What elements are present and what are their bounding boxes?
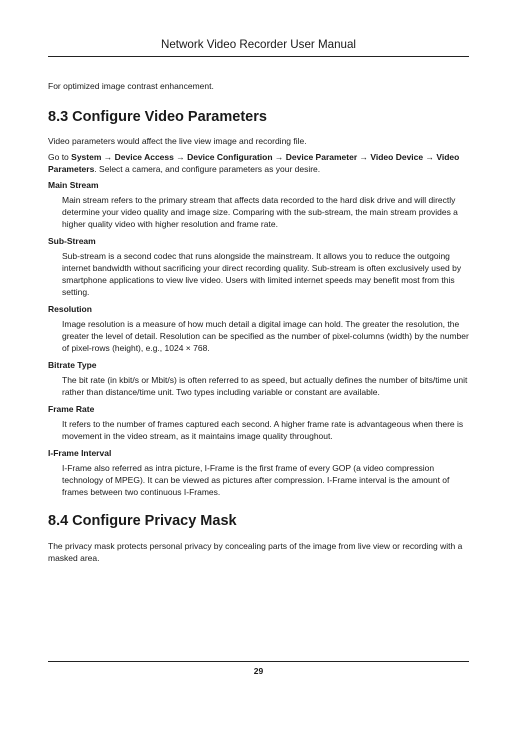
term-label: Bitrate Type — [48, 360, 97, 370]
term-i-frame-interval — [48, 447, 472, 498]
nav-menu-path: System → Device Access → Device Configuration → Device Parameter → Video Device → Video Parameters — [48, 152, 460, 174]
nav-prefix: Go to — [48, 152, 72, 162]
term-resolution — [48, 303, 472, 354]
term-definition: I-Frame also referred as intra picture, I-Frame is the first frame of every GOP (a video compression technology of MPEG). It can be viewed as pictures after compression. I-Frame interval is the amount of frames between two continuous I-Frames. — [62, 463, 450, 497]
page-content — [48, 80, 472, 564]
section-intro-privacy-mask: The privacy mask protects personal privacy by concealing parts of the image from live view or recording with a masked area. — [48, 541, 463, 563]
navigation-instruction — [48, 151, 472, 175]
term-frame-rate — [48, 403, 472, 442]
term-label: Sub-Stream — [48, 236, 96, 246]
page-number: 29 — [253, 666, 264, 676]
term-definition: Sub-stream is a second codec that runs alongside the mainstream. It allows you to reduce the outgoing internet bandwidth without sacrificing your direct recording quality. Sub-stream is often exclusively used by smartphone applications to view live video. Users with limited internet speeds may benefit most from this setting. — [62, 251, 462, 297]
nav-suffix: . Select a camera, and configure parameters as your desire. — [94, 164, 321, 174]
section-intro-video-parameters: Video parameters would affect the live view image and recording file. — [48, 136, 307, 146]
term-label: Resolution — [48, 304, 92, 314]
term-bitrate-type — [48, 359, 472, 398]
term-label: Main Stream — [48, 180, 99, 190]
term-definition: Image resolution is a measure of how much detail a digital image can hold. The greater the resolution, the greater the level of detail. Resolution can be specified as the number of pixel-columns (width) by the number of pixel-rows (height), e.g., 1024 × 768. — [62, 319, 469, 353]
header-divider — [48, 56, 469, 57]
term-label: I-Frame Interval — [48, 448, 112, 458]
term-label: Frame Rate — [48, 404, 95, 414]
term-definition: Main stream refers to the primary stream that affects data recorded to the hard disk drive and will directly determine your video quality and image size. Comparing with the sub-stream, the main stream provides a higher quality video with higher resolution and frame rate. — [62, 195, 458, 229]
section-heading-privacy-mask: 8.4 Configure Privacy Mask — [48, 513, 237, 529]
page-header-title: Network Video Recorder User Manual — [160, 38, 357, 51]
section-heading-video-parameters: 8.3 Configure Video Parameters — [48, 109, 267, 125]
intro-text: For optimized image contrast enhancement. — [48, 81, 214, 91]
footer-divider — [48, 661, 469, 662]
term-main-stream — [48, 179, 472, 230]
term-definition: It refers to the number of frames captured each second. A higher frame rate is advantageous when there is movement in the video stream, as it maintains image quality throughout. — [62, 419, 464, 441]
term-sub-stream — [48, 235, 472, 298]
term-definition: The bit rate (in kbit/s or Mbit/s) is often referred to as speed, but actually defines the number of bits/time unit rather than distance/time unit. Two types including variable or constant are available. — [62, 375, 468, 397]
